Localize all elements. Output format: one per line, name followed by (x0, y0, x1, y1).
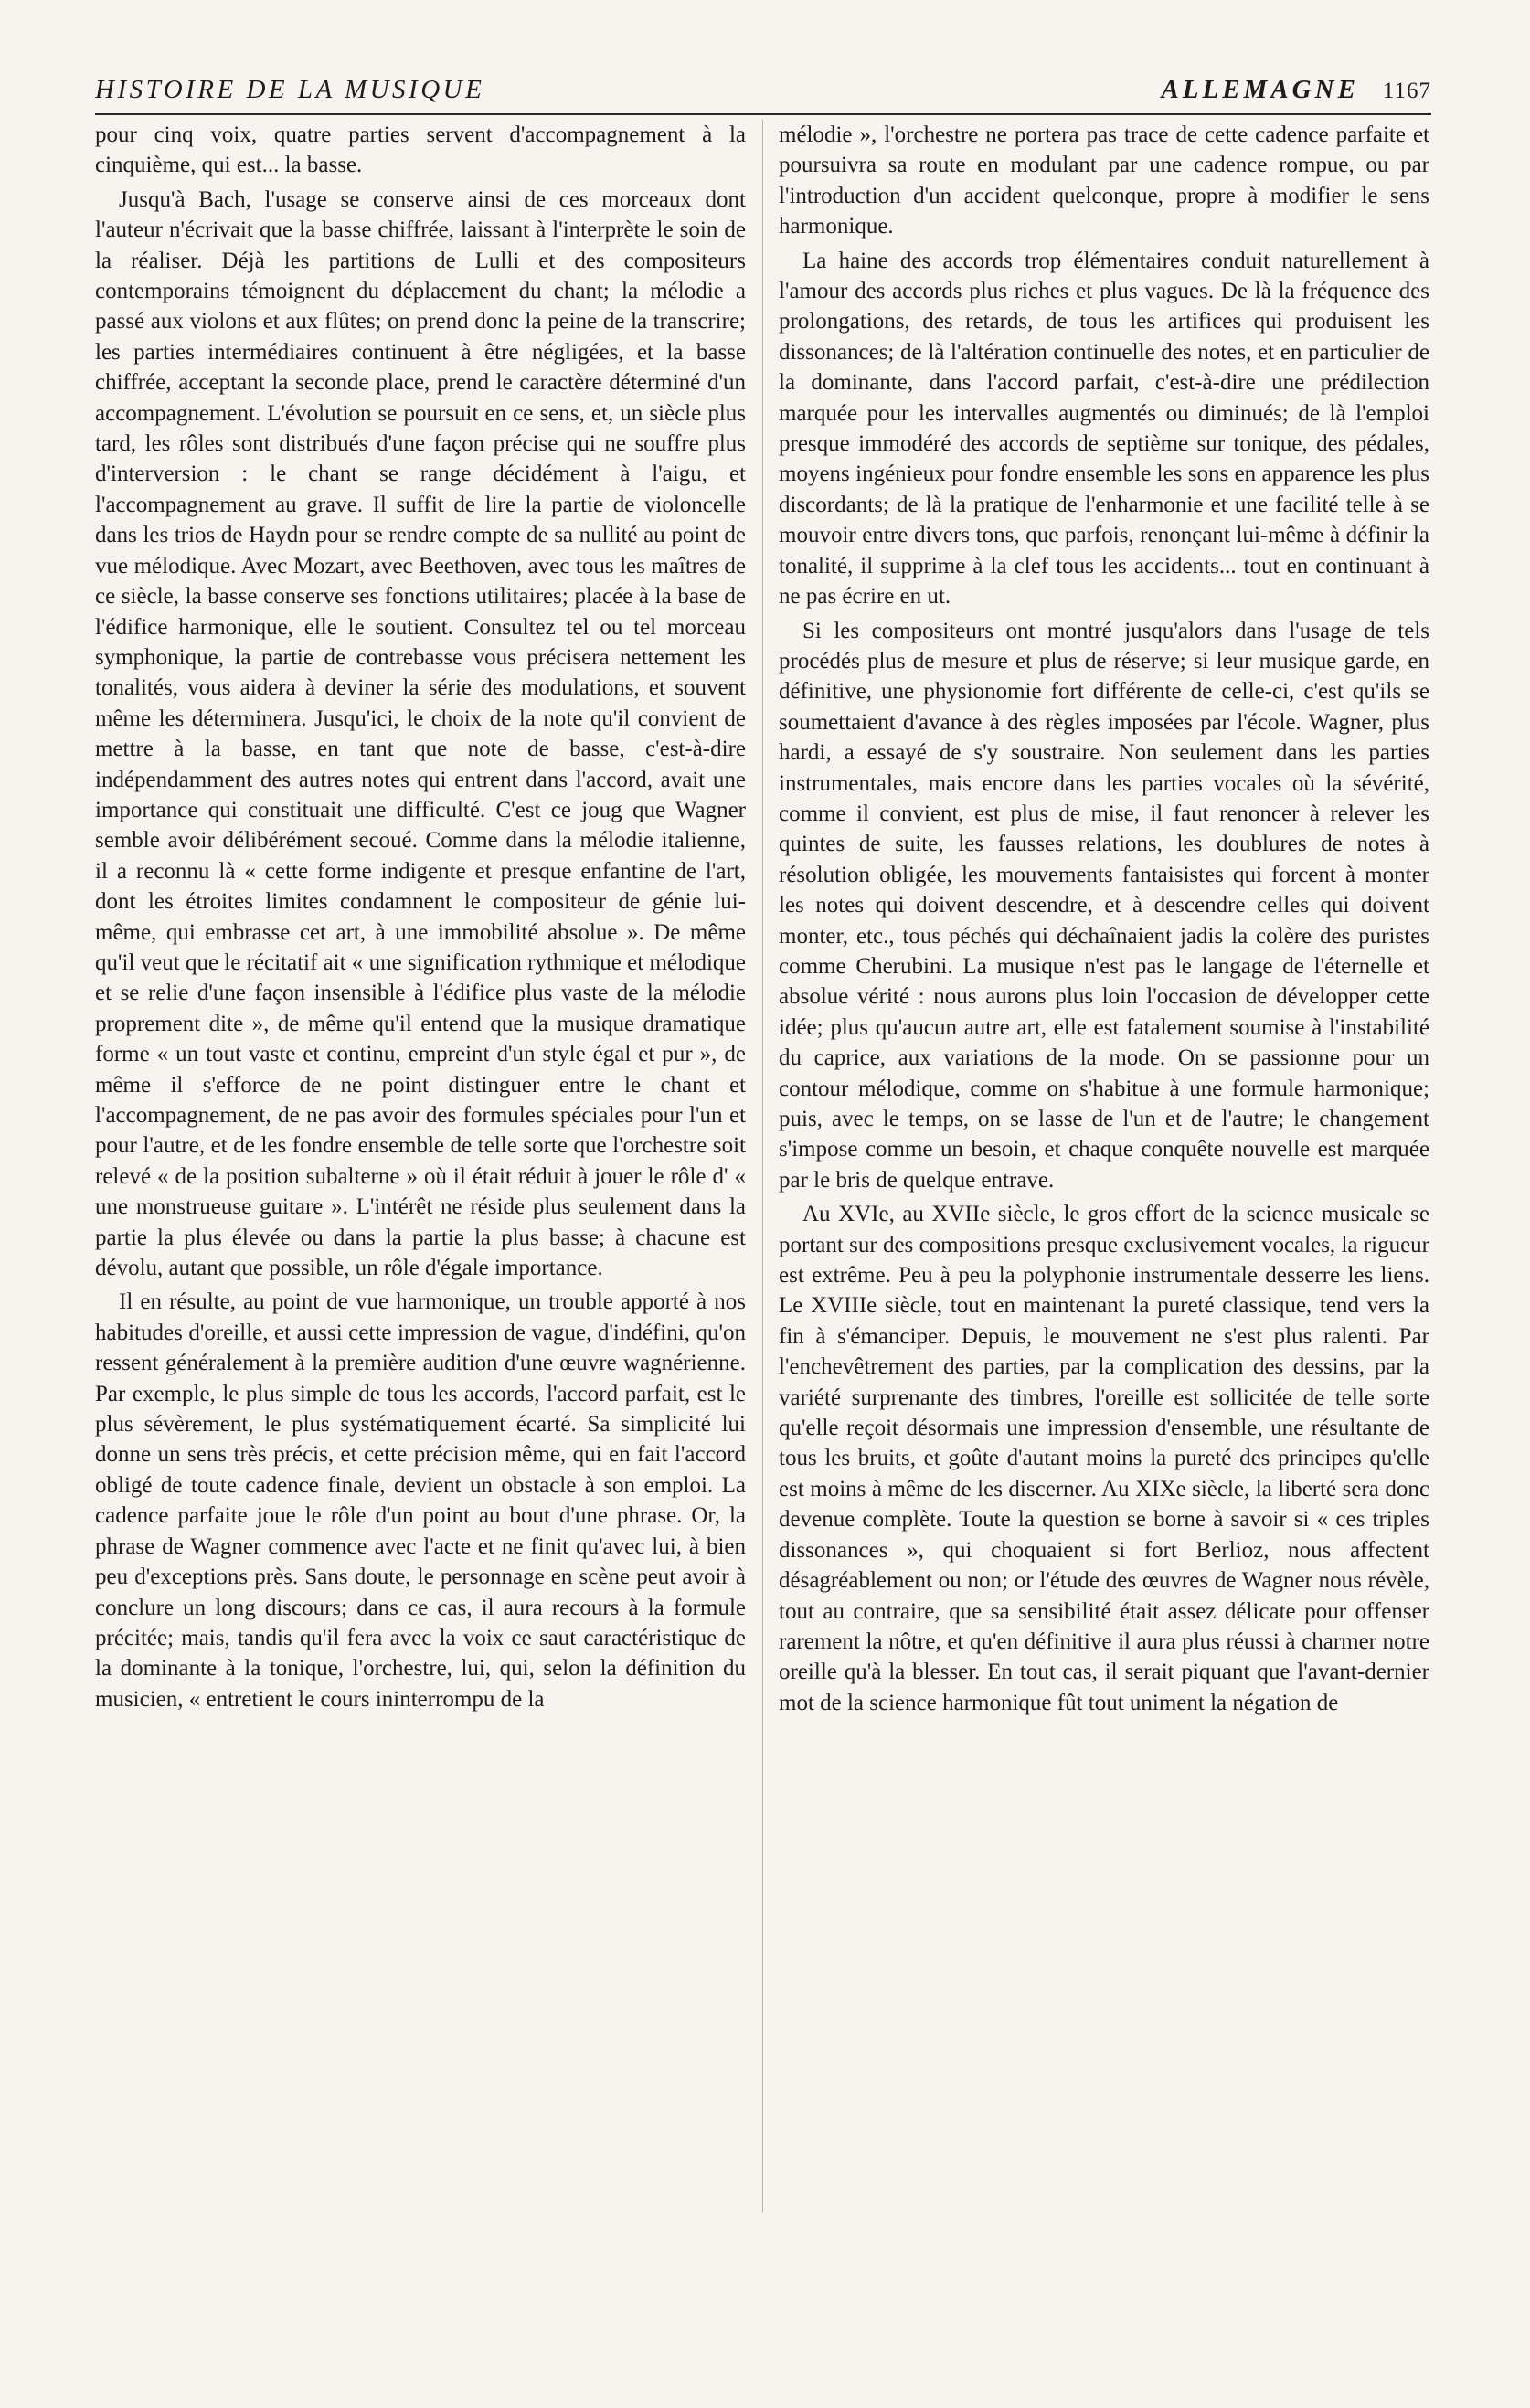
paragraph: pour cinq voix, quatre parties servent d'accompagnement à la cinquième, qui est... la basse. (95, 122, 746, 178)
paragraph: Au XVIe, au XVIIe siècle, le gros effort de la science musicale se portant sur des compositions presque exclusivement vocales, la rigueur est extrême. Peu à peu la polyphonie instrumentale desserre les liens. Le XVIIIe siècle, tout en maintenant la pureté classique, tend vers la fin à s'émanciper. Depuis, le mouvement ne s'est plus ralenti. Par l'enchevêtrement des parties, par la complication des dessins, par la variété surprenante des timbres, l'oreille est sollicitée de telle sorte qu'elle reçoit désormais une impression d'ensemble, une résultante de tous les bruits, et goûte d'autant moins la pureté des principes qu'elle est moins à même de les discerner. Au XIXe siècle, la liberté sera donc devenue complète. Toute la question se borne à savoir si « ces triples dissonances », qui choquaient si fort Berlioz, nous affectent désagréablement ou non; or l'étude des œuvres de Wagner nous révèle, tout au contraire, que sa sensibilité était assez délicate pour offenser rarement la nôtre, et qu'en définitive il aura plus réussi à charmer notre oreille qu'à la blesser. En tout cas, il serait piquant que l'avant-dernier mot de la science harmonique fût tout uniment la négation de (779, 1202, 1429, 1715)
running-header (95, 75, 1431, 106)
column-divider (762, 120, 763, 2212)
paragraph: mélodie », l'orchestre ne portera pas trace de cette cadence parfaite et poursuivra sa route en modulant par une cadence rompue, ou par l'introduction d'un accident quelconque, propre à modifier le sens harmonique. (779, 122, 1429, 239)
paragraph: Il en résulte, au point de vue harmonique, un trouble apporté à nos habitudes d'oreille, et aussi cette impression de vague, d'indéfini, qu'on ressent généralement à la première audition d'une œuvre wagnérienne. Par exemple, le plus simple de tous les accords, l'accord parfait, est le plus sévèrement, le plus systématiquement écarté. Sa simplicité lui donne un sens très précis, et cette précision même, qui en fait l'accord obligé de toute cadence finale, devient un obstacle à son emploi. La cadence parfaite joue le rôle d'un point au bout d'une phrase. Or, la phrase de Wagner commence avec l'acte et ne finit qu'avec lui, à bien peu d'exceptions près. Sans doute, le personnage en scène peut avoir à conclure un long discours; dans ce cas, il aura recours à la formule précitée; mais, tandis qu'il fera avec la voix ce saut caractéristique de la dominante à la tonique, l'orchestre, lui, qui, selon la définition du musicien, « entretient le cours ininterrompu de la (95, 1289, 746, 1712)
paragraph: Si les compositeurs ont montré jusqu'alors dans l'usage de tels procédés plus de mesure et plus de réserve; si leur musique garde, en définitive, une physionomie fort différente de celle-ci, c'est qu'ils se soumettaient d'avance à des règles imposées par l'école. Wagner, plus hardi, a essayé de s'y soustraire. Non seulement dans les parties instrumentales, mais encore dans les parties vocales où la sévérité, comme il convient, est plus de mise, il faut renoncer à relever les quintes de suite, les fausses relations, les doublures de notes à résolution obligée, les mouvements fantaisistes qui forcent à monter les notes qui doivent descendre, et à descendre celles qui doivent monter, etc., tous péchés qui déchaînaient jadis la colère des puristes comme Cherubini. La musique n'est pas le langage de l'éternelle et absolue vérité : nous aurons plus loin l'occasion de développer cette idée; plus qu'aucun autre art, elle est fatalement soumise à l'instabilité du caprice, aux variations de la mode. On se passionne pour un contour mélodique, comme on s'habitue à une formule harmonique; puis, avec le temps, on se lasse de l'un et de l'autre; le changement s'impose comme un besoin, et chaque conquête nouvelle est marquée par le bris de quelque entrave. (779, 618, 1429, 1193)
page-number: 1167 (1382, 79, 1431, 103)
header-section (1161, 75, 1431, 105)
header-book-title: HISTOIRE DE LA MUSIQUE (95, 75, 485, 104)
header-section-title: ALLEMAGNE (1161, 75, 1359, 104)
left-column (95, 120, 746, 1714)
right-column (779, 120, 1429, 1718)
paragraph: Jusqu'à Bach, l'usage se conserve ainsi de ces morceaux dont l'auteur n'écrivait que la basse chiffrée, laissant à l'interprète le soin de la réaliser. Déjà les partitions de Lulli et des compositeurs contemporains témoignent du déplacement du chant; la mélodie a passé aux violons et aux flûtes; on prend donc la peine de la transcrire; les parties intermédiaires continuent à être négligées, et la basse chiffrée, acceptant la seconde place, prend le caractère déterminé d'un accompagnement. L'évolution se poursuit en ce sens, et, un siècle plus tard, les rôles sont distribués d'une façon précise qui ne souffre plus d'interversion : le chant se range décidément à l'aigu, et l'accompagnement au grave. Il suffit de lire la partie de violoncelle dans les trios de Haydn pour se rendre compte de sa nullité au point de vue mélodique. Avec Mozart, avec Beethoven, avec tous les maîtres de ce siècle, la basse conserve ses fonctions utilitaires; placée à la base de l'édifice harmonique, elle le soutient. Consultez tel ou tel morceau symphonique, la partie de contrebasse vous précisera nettement les tonalités, vous aidera à deviner la série des modulations, et souvent même les déterminera. Jusqu'ici, le choix de la note qu'il convient de mettre à la basse, en tant que note de basse, c'est-à-dire indépendamment des autres notes qui entrent dans l'accord, avait une importance qui constituait une difficulté. C'est ce joug que Wagner semble avoir délibérément secoué. Comme dans la mélodie italienne, il a reconnu là « cette forme indigente et presque enfantine de l'art, dont les étroites limites condamnent le compositeur de génie lui-même, qui embrasse cet art, à une immobilité absolue ». De même qu'il veut que le récitatif ait « une signification rythmique et mélodique et se relie d'une façon insensible à l'édifice plus vaste de la mélodie proprement dite », de même qu'il entend que la musique dramatique forme « un tout vaste et continu, empreint d'un style égal et pur », de même il s'efforce de ne point distinguer entre le chant et l'accompagnement, de ne pas avoir des formules spéciales pour l'un et pour l'autre, et de les fondre ensemble de telle sorte que l'orchestre soit relevé « de la position subalterne » où il était réduit à jouer le rôle d' « une monstrueuse guitare ». L'intérêt ne réside plus seulement dans la partie la plus élevée ou dans la partie la plus basse; à chacune est dévolu, autant que possible, un rôle d'égale importance. (95, 186, 746, 1281)
paragraph: La haine des accords trop élémentaires conduit naturellement à l'amour des accords plus riches et plus vagues. De là la fréquence des prolongations, des retards, de tous les artifices qui produisent les dissonances; de là l'altération continuelle des notes, et en particulier de la dominante, dans l'accord parfait, c'est-à-dire une prédilection marquée pour les intervalles augmentés ou diminués; de là l'emploi presque immodéré des accords de septième sur tonique, des pédales, moyens ingénieux pour fondre ensemble les sons en apparence les plus discordants; de là la pratique de l'enharmonie et une facilité telle à se mouvoir entre divers tons, que parfois, renonçant lui-même à définir la tonalité, il supprime à la clef tous les accidents... tout en continuant à ne pas écrire en ut. (779, 248, 1429, 610)
header-rule (95, 113, 1431, 115)
